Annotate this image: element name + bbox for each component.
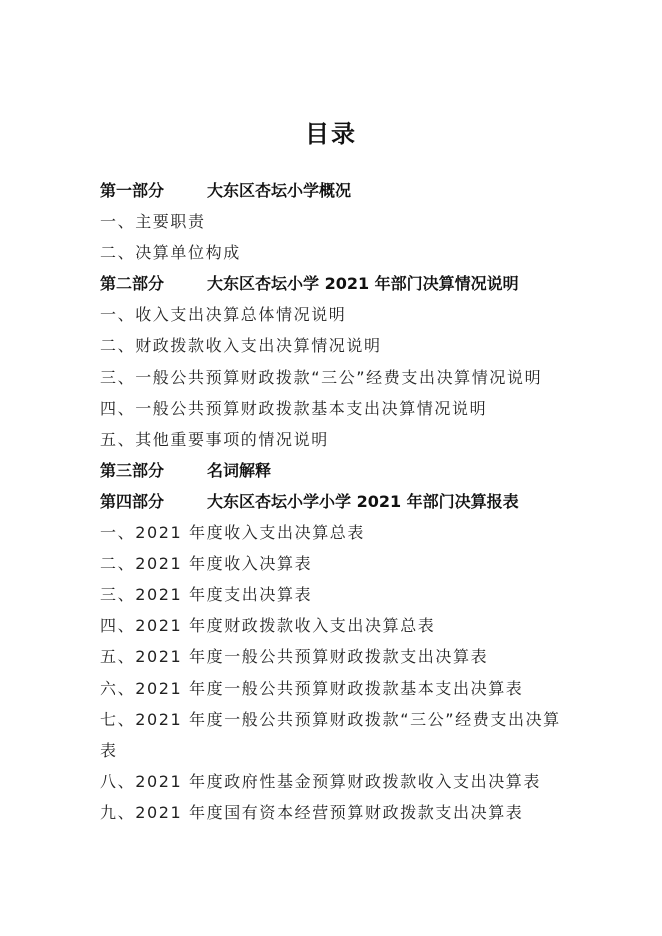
toc-entry[interactable]: 五、其他重要事项的情况说明 <box>100 429 329 449</box>
toc-entry[interactable]: 九、2021 年度国有资本经营预算财政拨款支出决算表 <box>100 802 524 822</box>
toc-part-heading[interactable] <box>100 273 570 304</box>
toc-part-heading[interactable] <box>100 491 570 522</box>
toc-entry-continuation[interactable]: 表 <box>100 740 118 760</box>
part-label: 第三部分 <box>100 460 165 480</box>
part-label: 第四部分 <box>100 491 165 511</box>
toc-entry[interactable]: 一、主要职责 <box>100 212 206 232</box>
toc-entry[interactable]: 七、2021 年度一般公共预算财政拨款“三公”经费支出决算 <box>100 709 561 729</box>
toc-entry[interactable]: 四、2021 年度财政拨款收入支出决算总表 <box>100 616 436 636</box>
part-title: 大东区杏坛小学小学 2021 年部门决算报表 <box>207 491 519 511</box>
toc-entry[interactable]: 八、2021 年度政府性基金预算财政拨款收入支出决算表 <box>100 771 542 791</box>
toc-entry[interactable]: 二、2021 年度收入决算表 <box>100 554 313 574</box>
part-label: 第二部分 <box>100 274 165 294</box>
table-of-contents <box>100 180 570 833</box>
part-title: 名词解释 <box>207 460 272 480</box>
toc-entry[interactable]: 六、2021 年度一般公共预算财政拨款基本支出决算表 <box>100 678 524 698</box>
toc-entry[interactable]: 一、收入支出决算总体情况说明 <box>100 305 347 325</box>
toc-entry[interactable]: 一、2021 年度收入支出决算总表 <box>100 523 366 543</box>
toc-entry[interactable]: 五、2021 年度一般公共预算财政拨款支出决算表 <box>100 647 489 667</box>
toc-entry[interactable]: 四、一般公共预算财政拨款基本支出决算情况说明 <box>100 398 488 418</box>
part-label: 第一部分 <box>100 181 165 200</box>
page-title: 目录 <box>305 120 357 148</box>
toc-entry[interactable]: 三、2021 年度支出决算表 <box>100 585 313 605</box>
toc-entry[interactable]: 二、财政拨款收入支出决算情况说明 <box>100 336 382 356</box>
toc-part-heading[interactable] <box>100 180 570 211</box>
toc-part-heading[interactable] <box>100 460 570 491</box>
toc-entry[interactable]: 二、决算单位构成 <box>100 243 241 263</box>
toc-entry[interactable]: 三、一般公共预算财政拨款“三公”经费支出决算情况说明 <box>100 367 543 387</box>
part-title: 大东区杏坛小学概况 <box>207 181 352 200</box>
part-title: 大东区杏坛小学 2021 年部门决算情况说明 <box>207 274 519 294</box>
